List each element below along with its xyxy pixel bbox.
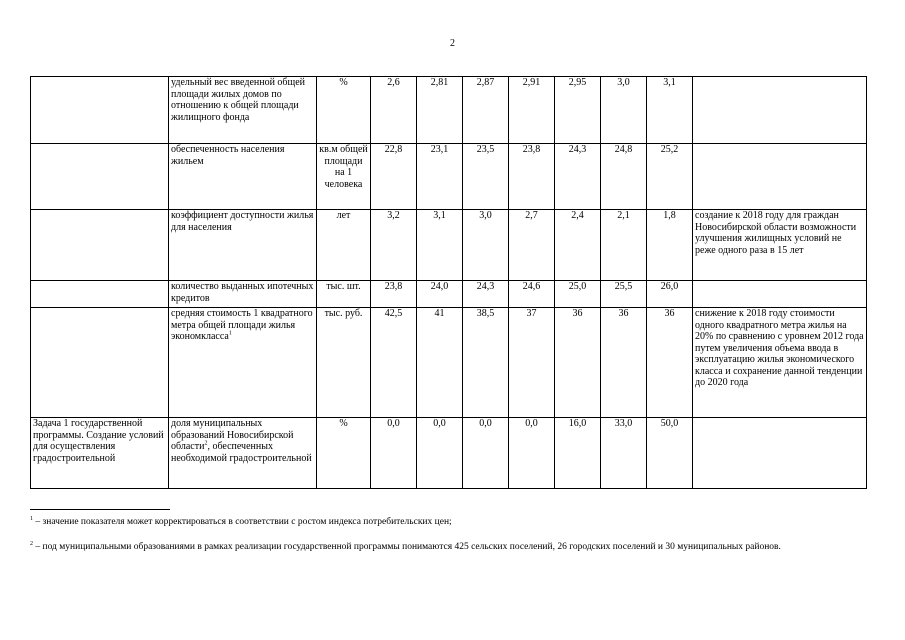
value-cell: 24,6 bbox=[509, 281, 555, 308]
value-cell: 24,3 bbox=[463, 281, 509, 308]
indicator-cell: коэффициент доступности жилья для населения bbox=[169, 210, 317, 281]
value-cell: 23,8 bbox=[509, 144, 555, 210]
indicators-table bbox=[30, 76, 867, 489]
value-cell: 23,8 bbox=[371, 281, 417, 308]
goal-cell bbox=[31, 281, 169, 308]
value-cell: 36 bbox=[555, 308, 601, 418]
indicator-text-post: , обеспеченных необходимой градостроительной bbox=[171, 441, 312, 464]
value-cell: 3,0 bbox=[463, 210, 509, 281]
value-cell: 36 bbox=[647, 308, 693, 418]
value-cell: 24,0 bbox=[417, 281, 463, 308]
indicator-text: средняя стоимость 1 квадратного метра общей площади жилья экономкласса bbox=[171, 308, 313, 342]
value-cell: 2,6 bbox=[371, 77, 417, 144]
value-cell: 50,0 bbox=[647, 418, 693, 489]
table-row bbox=[31, 308, 867, 418]
unit-cell: кв.м общей площади на 1 человека bbox=[317, 144, 371, 210]
page-number: 2 bbox=[450, 38, 455, 49]
footnote-text: – под муниципальными образованиями в рамках реализации государственной программы понимаются 425 сельских поселений, 26 городских поселений и 30 муниципальных районов. bbox=[33, 542, 781, 552]
result-cell: снижение к 2018 году стоимости одного квадратного метра жилья на 20% по сравнению с уровнем 2012 года путем увеличения объема ввода в эксплуатацию жилья экономического класса и сохранение данной тенденции до 2020 года bbox=[693, 308, 867, 418]
unit-cell: тыс. шт. bbox=[317, 281, 371, 308]
goal-cell bbox=[31, 418, 169, 489]
table-row bbox=[31, 77, 867, 144]
value-cell: 0,0 bbox=[371, 418, 417, 489]
value-cell: 24,8 bbox=[601, 144, 647, 210]
value-cell: 26,0 bbox=[647, 281, 693, 308]
value-cell: 24,3 bbox=[555, 144, 601, 210]
goal-text: Задача 1 государственной программы. Создание условий для осуществления градостроительной bbox=[33, 418, 164, 464]
footnote-mark: 2 bbox=[30, 540, 33, 547]
indicator-text bbox=[171, 418, 314, 488]
indicator-cell: количество выданных ипотечных кредитов bbox=[169, 281, 317, 308]
indicator-cell bbox=[169, 418, 317, 489]
unit-cell: лет bbox=[317, 210, 371, 281]
table-row bbox=[31, 144, 867, 210]
value-cell: 1,8 bbox=[647, 210, 693, 281]
footnote-1 bbox=[30, 516, 860, 528]
goal-cell bbox=[31, 308, 169, 418]
goal-cell bbox=[31, 77, 169, 144]
table-row bbox=[31, 418, 867, 489]
result-cell bbox=[693, 418, 867, 489]
value-cell: 16,0 bbox=[555, 418, 601, 489]
result-cell bbox=[693, 144, 867, 210]
value-cell: 2,1 bbox=[601, 210, 647, 281]
value-cell: 42,5 bbox=[371, 308, 417, 418]
value-cell: 41 bbox=[417, 308, 463, 418]
value-cell: 23,5 bbox=[463, 144, 509, 210]
value-cell: 3,1 bbox=[417, 210, 463, 281]
value-cell: 0,0 bbox=[417, 418, 463, 489]
result-cell bbox=[693, 281, 867, 308]
value-cell: 3,2 bbox=[371, 210, 417, 281]
value-cell: 3,1 bbox=[647, 77, 693, 144]
table-row bbox=[31, 281, 867, 308]
value-cell: 37 bbox=[509, 308, 555, 418]
value-cell: 22,8 bbox=[371, 144, 417, 210]
value-cell: 25,2 bbox=[647, 144, 693, 210]
value-cell: 2,91 bbox=[509, 77, 555, 144]
unit-cell: тыс. руб. bbox=[317, 308, 371, 418]
indicator-cell: удельный вес введенной общей площади жилых домов по отношению к общей площади жилищного фонда bbox=[169, 77, 317, 144]
goal-cell bbox=[31, 210, 169, 281]
footnote-mark: 1 bbox=[30, 515, 33, 522]
value-cell: 0,0 bbox=[463, 418, 509, 489]
value-cell: 33,0 bbox=[601, 418, 647, 489]
value-cell: 2,95 bbox=[555, 77, 601, 144]
unit-cell: % bbox=[317, 418, 371, 489]
value-cell: 0,0 bbox=[509, 418, 555, 489]
indicator-cell: обеспеченность населения жильем bbox=[169, 144, 317, 210]
indicator-text-pre: доля муниципальных образований Новосибирской области bbox=[171, 418, 294, 452]
value-cell: 2,81 bbox=[417, 77, 463, 144]
footnote-text: – значение показателя может корректироваться в соответствии с ростом индекса потребительских цен; bbox=[33, 517, 452, 527]
footnote-separator bbox=[30, 509, 170, 510]
indicator-cell bbox=[169, 308, 317, 418]
result-cell bbox=[693, 77, 867, 144]
value-cell: 3,0 bbox=[601, 77, 647, 144]
unit-cell: % bbox=[317, 77, 371, 144]
table-row bbox=[31, 210, 867, 281]
footnote-ref: 1 bbox=[228, 330, 232, 337]
goal-cell bbox=[31, 144, 169, 210]
value-cell: 25,0 bbox=[555, 281, 601, 308]
value-cell: 23,1 bbox=[417, 144, 463, 210]
value-cell: 25,5 bbox=[601, 281, 647, 308]
result-cell: создание к 2018 году для граждан Новосибирской области возможности улучшения жилищных условий не реже одного раза в 15 лет bbox=[693, 210, 867, 281]
value-cell: 36 bbox=[601, 308, 647, 418]
footnote-ref: 2 bbox=[204, 440, 208, 447]
value-cell: 38,5 bbox=[463, 308, 509, 418]
value-cell: 2,4 bbox=[555, 210, 601, 281]
value-cell: 2,87 bbox=[463, 77, 509, 144]
value-cell: 2,7 bbox=[509, 210, 555, 281]
footnote-2 bbox=[30, 541, 860, 553]
